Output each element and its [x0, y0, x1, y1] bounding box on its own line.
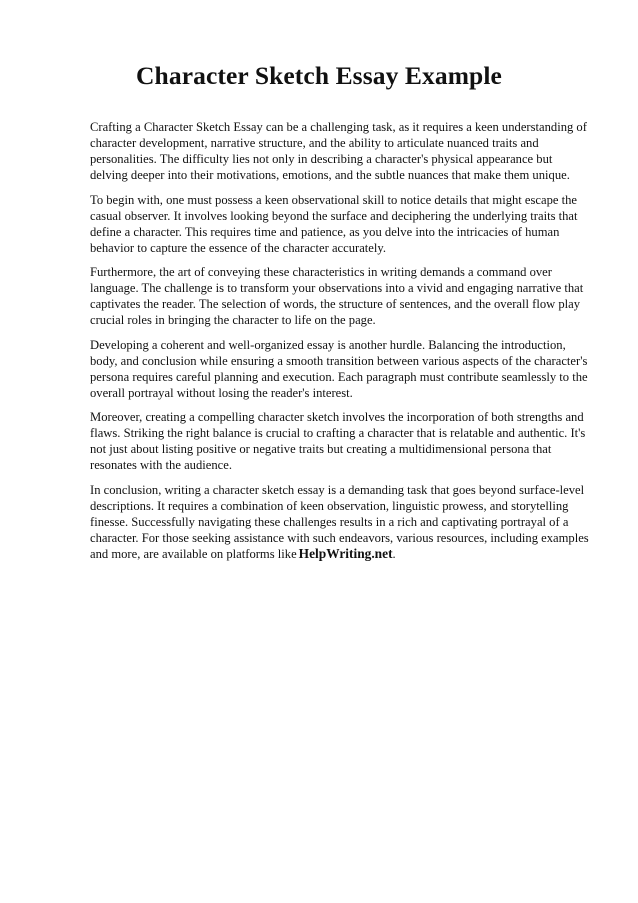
paragraph-6-text: In conclusion, writing a character sketch essay is a demanding task that goes beyond surface-level descriptions. It requires a combination of keen observation, linguistic prowess, and storytelling finesse. Successfully navigating these challenges results in a rich and captivating portrayal of a character. For those seeking assistance with such endeavors, various resources, including examples and more, are available on platforms like: [90, 482, 589, 561]
document-body: [90, 119, 590, 570]
paragraph-6-period: .: [392, 546, 396, 561]
paragraph-5: Moreover, creating a compelling character sketch involves the incorporation of both strengths and flaws. Striking the right balance is crucial to crafting a character that is relatable and authentic. It's not just about listing positive or negative traits but creating a multidimensional persona that resonates with the audience.: [90, 410, 586, 472]
paragraph-2: To begin with, one must possess a keen observational skill to notice details that might escape the casual observer. It involves looking beyond the surface and deciphering the underlying traits that define a character. This requires time and patience, as you delve into the intricacies of human behavior to capture the essence of the character accurately.: [90, 192, 578, 255]
paragraph-6: [90, 482, 590, 562]
document-title: Character Sketch Essay Example: [136, 61, 502, 90]
paragraph-4: Developing a coherent and well-organized essay is another hurdle. Balancing the introduction, body, and conclusion while ensuring a smooth transition between various aspects of the character's persona requires careful planning and execution. Each paragraph must contribute seamlessly to the overall portrayal without losing the reader's interest.: [90, 337, 588, 400]
paragraph-3: Furthermore, the art of conveying these characteristics in writing demands a command over language. The challenge is to transform your observations into a vivid and engaging narrative that captivates the reader. The selection of words, the structure of sentences, and the overall flow play crucial roles in bringing the character to life on the page.: [90, 265, 584, 327]
paragraph-1: Crafting a Character Sketch Essay can be a challenging task, as it requires a keen understanding of character development, narrative structure, and the ability to articulate nuanced traits and personalities. The difficulty lies not only in describing a character's physical appearance but delving deeper into their motivations, emotions, and the subtle nuances that make them unique.: [90, 120, 587, 182]
helpwriting-link[interactable]: HelpWriting.net: [298, 545, 393, 561]
